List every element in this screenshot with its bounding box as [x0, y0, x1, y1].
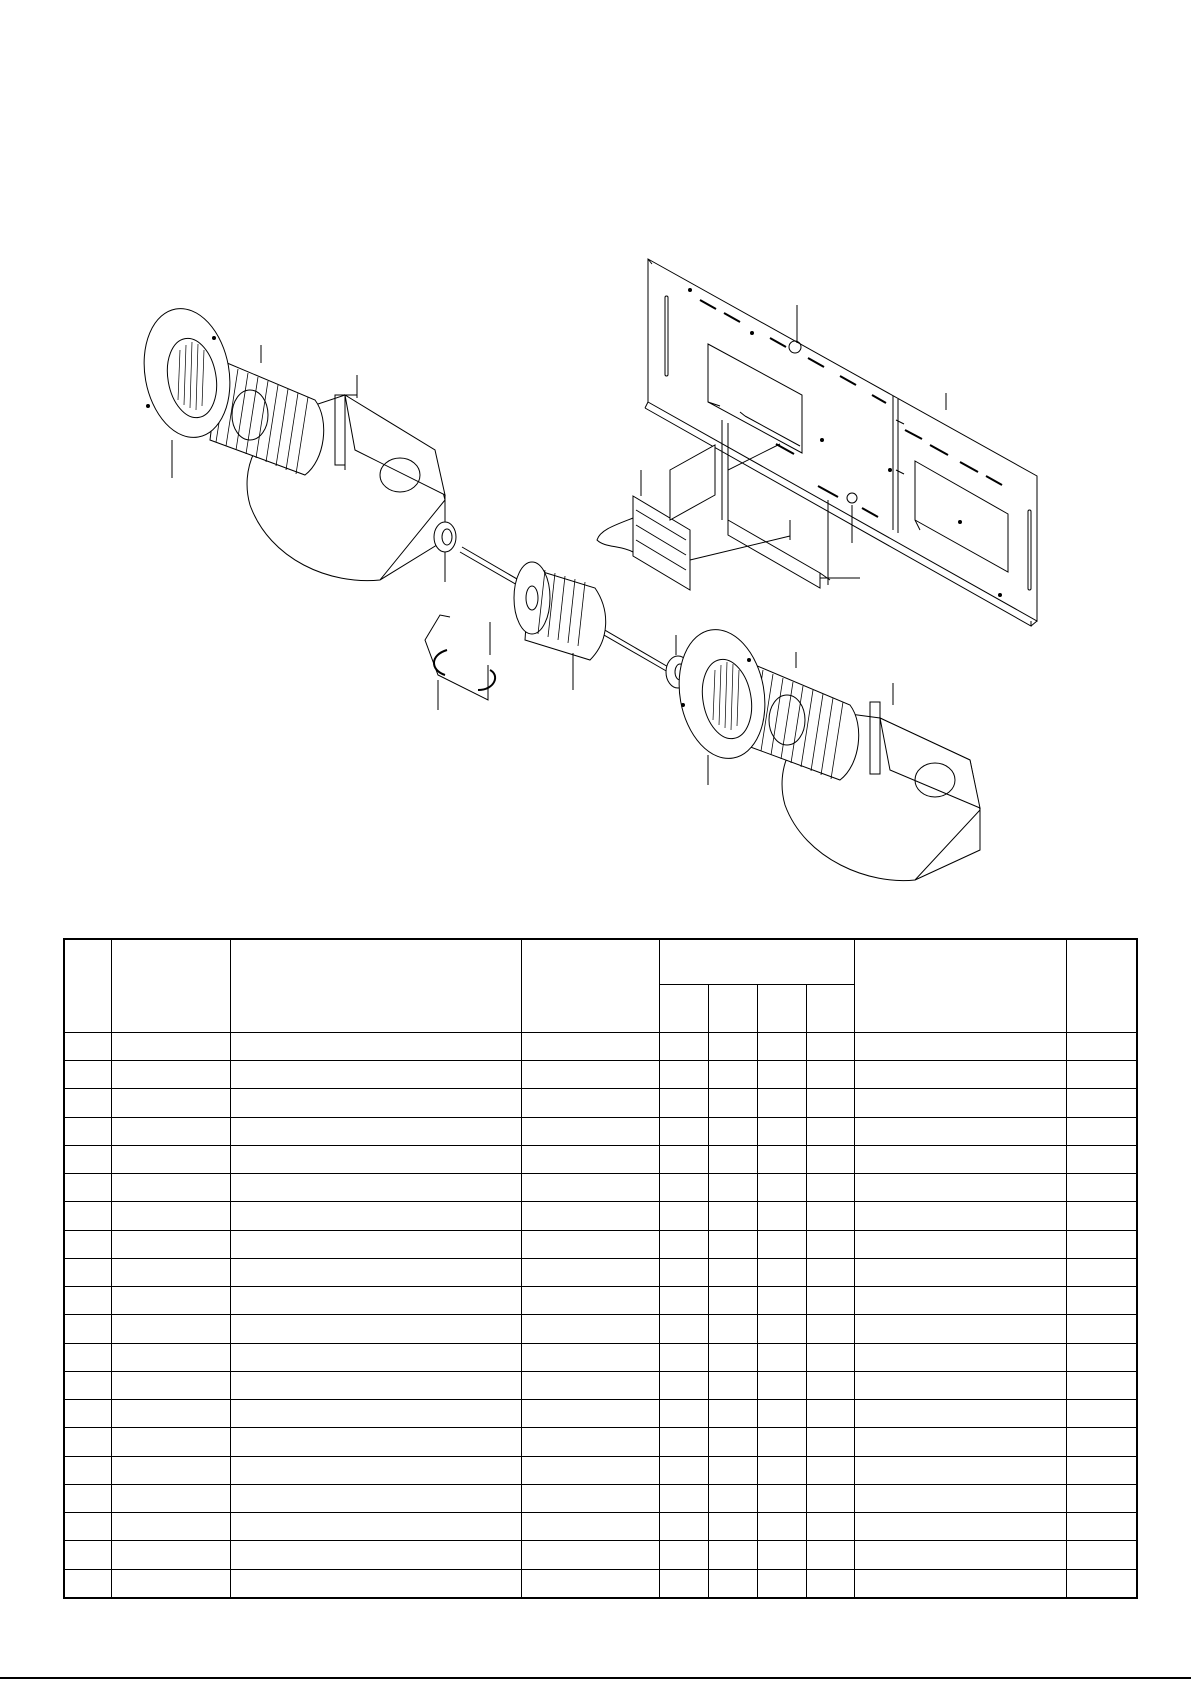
table-cell [757, 1428, 806, 1456]
table-cell [854, 1541, 1066, 1569]
inlet-ring-right-icon [669, 623, 774, 785]
table-cell [708, 1484, 757, 1512]
table-cell [111, 1174, 230, 1202]
table-cell [659, 1287, 708, 1315]
motor-bracket-icon [597, 445, 790, 590]
table-row [64, 1400, 1137, 1428]
table-row [64, 1287, 1137, 1315]
table-cell [806, 1400, 854, 1428]
table-cell [230, 1117, 521, 1145]
table-cell [659, 1513, 708, 1541]
table-cell [806, 1174, 854, 1202]
table-cell [521, 1287, 659, 1315]
table-cell [64, 1145, 111, 1173]
table-cell [230, 1400, 521, 1428]
table-cell [708, 1258, 757, 1286]
table-cell [854, 1202, 1066, 1230]
table-cell [521, 1371, 659, 1399]
table-cell [1066, 1484, 1137, 1512]
table-cell [708, 1202, 757, 1230]
table-cell [806, 1456, 854, 1484]
table-cell [111, 1117, 230, 1145]
header-cell [111, 939, 230, 1032]
table-cell [111, 1569, 230, 1598]
table-cell [659, 1569, 708, 1598]
table-cell [806, 1089, 854, 1117]
table-cell [521, 1061, 659, 1089]
table-row [64, 1032, 1137, 1060]
table-row [64, 1513, 1137, 1541]
table-cell [230, 1089, 521, 1117]
subheader-cell [757, 985, 806, 1032]
table-cell [708, 1343, 757, 1371]
table-cell [806, 1117, 854, 1145]
table-cell [111, 1371, 230, 1399]
table-cell [659, 1258, 708, 1286]
table-cell [757, 1569, 806, 1598]
table-cell [659, 1174, 708, 1202]
table-cell [1066, 1371, 1137, 1399]
table-row [64, 1117, 1137, 1145]
table-cell [64, 1202, 111, 1230]
table-cell [757, 1117, 806, 1145]
table-cell [757, 1089, 806, 1117]
table-cell [806, 1230, 854, 1258]
table-cell [1066, 1287, 1137, 1315]
table-cell [64, 1089, 111, 1117]
table-cell [111, 1343, 230, 1371]
table-cell [1066, 1230, 1137, 1258]
table-cell [757, 1513, 806, 1541]
subheader-cell [659, 985, 708, 1032]
table-cell [757, 1032, 806, 1060]
table-cell [757, 1230, 806, 1258]
table-row [64, 1541, 1137, 1569]
table-cell [708, 1541, 757, 1569]
table-cell [708, 1287, 757, 1315]
table-cell [806, 1202, 854, 1230]
table-cell [757, 1371, 806, 1399]
table-cell [1066, 1513, 1137, 1541]
table-cell [521, 1145, 659, 1173]
table-cell [659, 1145, 708, 1173]
table-cell [64, 1343, 111, 1371]
table-cell [230, 1541, 521, 1569]
table-cell [521, 1400, 659, 1428]
table-cell [521, 1513, 659, 1541]
table-cell [757, 1400, 806, 1428]
table-cell [230, 1230, 521, 1258]
table-cell [111, 1400, 230, 1428]
table-cell [659, 1428, 708, 1456]
table-row [64, 1174, 1137, 1202]
table-cell [806, 1258, 854, 1286]
table-cell [854, 1315, 1066, 1343]
table-cell [1066, 1315, 1137, 1343]
subheader-cell [806, 985, 854, 1032]
table-cell [230, 1428, 521, 1456]
table-cell [806, 1541, 854, 1569]
header-cell [1066, 939, 1137, 1032]
table-cell [521, 1343, 659, 1371]
table-cell [659, 1230, 708, 1258]
table-cell [521, 1456, 659, 1484]
table-cell [757, 1145, 806, 1173]
table-cell [111, 1089, 230, 1117]
table-cell [111, 1315, 230, 1343]
table-cell [659, 1089, 708, 1117]
motor-shaft-assembly-icon [460, 547, 670, 690]
table-cell [64, 1315, 111, 1343]
table-cell [521, 1032, 659, 1060]
table-row [64, 1371, 1137, 1399]
table-cell [230, 1315, 521, 1343]
table-cell [708, 1032, 757, 1060]
table-cell [521, 1484, 659, 1512]
table-cell [1066, 1117, 1137, 1145]
table-cell [230, 1456, 521, 1484]
table-cell [806, 1061, 854, 1089]
table-cell [659, 1061, 708, 1089]
table-cell [64, 1174, 111, 1202]
table-cell [64, 1258, 111, 1286]
table-cell [111, 1428, 230, 1456]
table-cell [659, 1400, 708, 1428]
table-cell [521, 1569, 659, 1598]
table-cell [521, 1230, 659, 1258]
table-cell [708, 1089, 757, 1117]
table-row [64, 1202, 1137, 1230]
table-cell [111, 1230, 230, 1258]
table-cell [854, 1061, 1066, 1089]
table-cell [854, 1513, 1066, 1541]
table-cell [1066, 1541, 1137, 1569]
table-cell [757, 1287, 806, 1315]
table-cell [806, 1145, 854, 1173]
table-cell [230, 1174, 521, 1202]
table-cell [521, 1174, 659, 1202]
table-cell [708, 1145, 757, 1173]
table-cell [64, 1513, 111, 1541]
table-cell [659, 1371, 708, 1399]
table-cell [521, 1089, 659, 1117]
table-cell [64, 1541, 111, 1569]
table-cell [230, 1032, 521, 1060]
footer-rule [0, 1677, 1191, 1679]
table-cell [659, 1484, 708, 1512]
table-cell [854, 1484, 1066, 1512]
table-cell [111, 1513, 230, 1541]
table-cell [111, 1202, 230, 1230]
table-cell [521, 1117, 659, 1145]
table-cell [111, 1287, 230, 1315]
table-cell [708, 1174, 757, 1202]
table-row [64, 1315, 1137, 1343]
header-cell [521, 939, 659, 1032]
parts-table [63, 938, 1138, 1599]
table-cell [230, 1371, 521, 1399]
table-row [64, 1569, 1137, 1598]
table-row [64, 1428, 1137, 1456]
table-cell [757, 1484, 806, 1512]
table-cell [111, 1061, 230, 1089]
table-cell [111, 1032, 230, 1060]
table-cell [659, 1032, 708, 1060]
table-cell [854, 1400, 1066, 1428]
table-row [64, 1456, 1137, 1484]
table-cell [659, 1315, 708, 1343]
table-row [64, 1343, 1137, 1371]
table-cell [1066, 1428, 1137, 1456]
table-cell [659, 1202, 708, 1230]
table-cell [854, 1456, 1066, 1484]
table-cell [1066, 1061, 1137, 1089]
table-cell [230, 1569, 521, 1598]
table-cell [1066, 1400, 1137, 1428]
table-row [64, 1089, 1137, 1117]
table-cell [64, 1371, 111, 1399]
motor-mount-clips-icon [425, 615, 495, 710]
table-cell [806, 1315, 854, 1343]
table-cell [708, 1230, 757, 1258]
table-cell [854, 1230, 1066, 1258]
table-cell [708, 1371, 757, 1399]
subheader-cell [708, 985, 757, 1032]
table-cell [1066, 1202, 1137, 1230]
table-cell [521, 1315, 659, 1343]
table-cell [806, 1371, 854, 1399]
table-cell [64, 1400, 111, 1428]
table-cell [708, 1117, 757, 1145]
table-cell [659, 1343, 708, 1371]
table-cell [521, 1541, 659, 1569]
table-row [64, 1484, 1137, 1512]
table-cell [111, 1456, 230, 1484]
table-cell [854, 1145, 1066, 1173]
table-cell [230, 1484, 521, 1512]
table-cell [111, 1258, 230, 1286]
table-row [64, 1145, 1137, 1173]
table-cell [1066, 1343, 1137, 1371]
table-cell [64, 1456, 111, 1484]
table-cell [708, 1513, 757, 1541]
table-cell [757, 1202, 806, 1230]
table-cell [854, 1089, 1066, 1117]
table-cell [1066, 1456, 1137, 1484]
table-cell [230, 1287, 521, 1315]
table-header-row [64, 939, 1137, 985]
table-cell [806, 1569, 854, 1598]
table-cell [854, 1117, 1066, 1145]
table-cell [708, 1456, 757, 1484]
table-cell [854, 1032, 1066, 1060]
table-cell [64, 1117, 111, 1145]
table-cell [64, 1484, 111, 1512]
table-cell [521, 1202, 659, 1230]
table-cell [1066, 1174, 1137, 1202]
table-cell [64, 1287, 111, 1315]
table-cell [1066, 1145, 1137, 1173]
table-cell [757, 1061, 806, 1089]
table-cell [757, 1315, 806, 1343]
table-cell [854, 1287, 1066, 1315]
table-cell [854, 1258, 1066, 1286]
table-cell [1066, 1089, 1137, 1117]
table-cell [757, 1174, 806, 1202]
table-cell [806, 1032, 854, 1060]
table-cell [111, 1541, 230, 1569]
table-cell [111, 1484, 230, 1512]
table-cell [854, 1569, 1066, 1598]
table-cell [757, 1258, 806, 1286]
table-cell [757, 1541, 806, 1569]
table-cell [230, 1513, 521, 1541]
table-cell [64, 1061, 111, 1089]
table-cell [111, 1145, 230, 1173]
table-cell [806, 1513, 854, 1541]
table-cell [230, 1343, 521, 1371]
table-cell [708, 1061, 757, 1089]
table-cell [1066, 1569, 1137, 1598]
table-cell [64, 1032, 111, 1060]
table-cell [806, 1484, 854, 1512]
table-cell [64, 1230, 111, 1258]
header-cell [230, 939, 521, 1032]
header-cell [854, 939, 1066, 1032]
bearing-left-icon [434, 522, 456, 582]
table-cell [757, 1456, 806, 1484]
table-cell [230, 1061, 521, 1089]
table-row [64, 1061, 1137, 1089]
table-cell [659, 1117, 708, 1145]
table-row [64, 1230, 1137, 1258]
table-cell [854, 1343, 1066, 1371]
table-cell [230, 1202, 521, 1230]
table-cell [521, 1428, 659, 1456]
table-row [64, 1258, 1137, 1286]
table-cell [757, 1343, 806, 1371]
table-cell [708, 1315, 757, 1343]
table-cell [708, 1400, 757, 1428]
table-cell [1066, 1258, 1137, 1286]
mounting-panel-icon [645, 259, 1037, 626]
table-cell [854, 1371, 1066, 1399]
header-cell [64, 939, 111, 1032]
table-cell [64, 1428, 111, 1456]
table-cell [659, 1541, 708, 1569]
table-cell [806, 1343, 854, 1371]
table-cell [521, 1258, 659, 1286]
table-cell [230, 1258, 521, 1286]
table-cell [64, 1569, 111, 1598]
table-cell [230, 1145, 521, 1173]
inlet-ring-left-icon [134, 302, 239, 478]
table-cell [806, 1428, 854, 1456]
header-group-cell [659, 939, 854, 985]
table-cell [806, 1287, 854, 1315]
table-cell [659, 1456, 708, 1484]
table-cell [1066, 1032, 1137, 1060]
table-cell [708, 1428, 757, 1456]
table-cell [854, 1428, 1066, 1456]
table-cell [708, 1569, 757, 1598]
table-cell [854, 1174, 1066, 1202]
